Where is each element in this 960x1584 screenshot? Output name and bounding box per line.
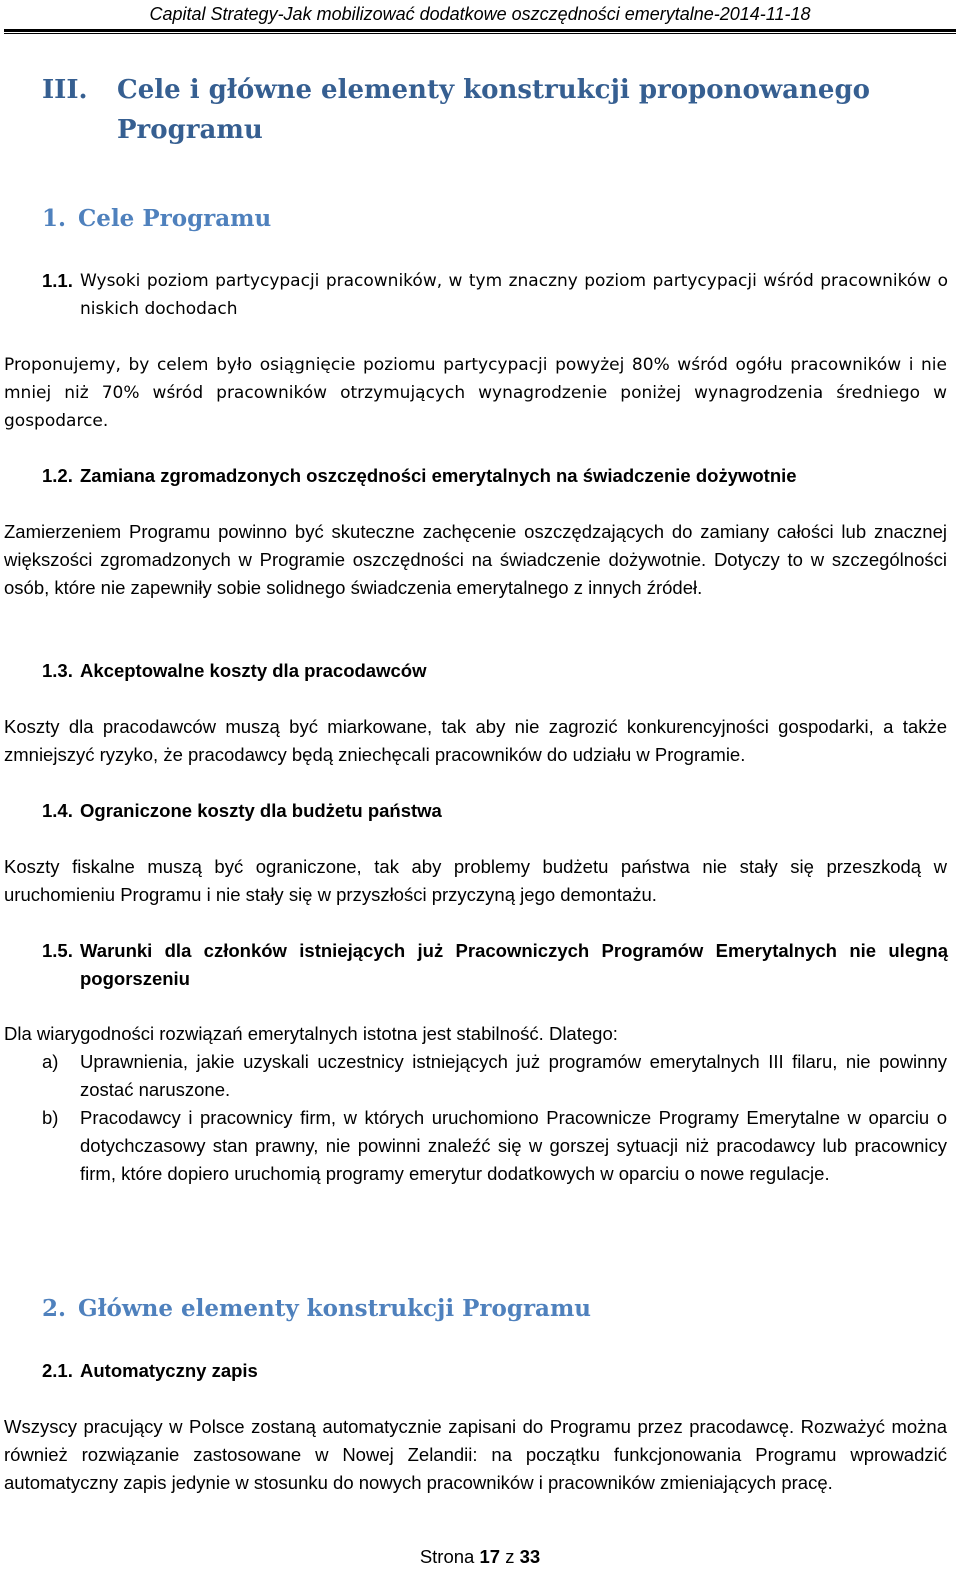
section-2-heading bbox=[42, 1293, 591, 1325]
paragraph: Wszyscy pracujący w Polsce zostaną automatycznie zapisani do Programu przez pracodawcę. Rozważyć można również rozwiązanie zastosowane w Nowej Zelandii: na początku funkcjonowania Programu wprowadzić automatyczny zapis jedynie w stosunku do nowych pracowników i pracowników zmieniających pracę. bbox=[4, 1416, 947, 1493]
paragraph: Koszty dla pracodawców muszą być miarkowane, tak aby nie zagrozić konkurencyjności gospodarki, a także zmniejszyć ryzyko, że pracodawcy będą zniechęcali pracowników do udziału w Programie. bbox=[4, 716, 947, 765]
list-marker: b) bbox=[42, 1107, 59, 1128]
chapter-title: Cele i główne elementy konstrukcji proponowanego Programu bbox=[117, 75, 870, 145]
list-item bbox=[42, 1104, 947, 1188]
page-total: 33 bbox=[519, 1546, 541, 1567]
subsection-title: Automatyczny zapis bbox=[80, 1360, 258, 1381]
subsection-title: Zamiana zgromadzonych oszczędności emerytalnych na świadczenie dożywotnie bbox=[80, 465, 797, 486]
chapter-heading bbox=[42, 70, 922, 150]
subsection-number: 1.3. bbox=[42, 660, 73, 681]
subsection-title: Ograniczone koszty dla budżetu państwa bbox=[80, 800, 442, 821]
subsection-title: Warunki dla członków istniejących już Pracowniczych Programów Emerytalnych nie ulegną pogorszeniu bbox=[80, 940, 948, 989]
subsection-2-1-heading bbox=[42, 1357, 948, 1385]
subsection-title: Wysoki poziom partycypacji pracowników, w tym znaczny poziom partycypacji wśród pracowników o niskich dochodach bbox=[80, 271, 948, 319]
paragraph: Koszty fiskalne muszą być ograniczone, tak aby problemy budżetu państwa nie stały się przeszkodą w uruchomieniu Programu i nie stały się w przyszłości przyczyną jego demontażu. bbox=[4, 856, 947, 905]
header-text: Capital Strategy-Jak mobilizować dodatkowe oszczędności emerytalne-2014-11-18 bbox=[149, 4, 811, 24]
subsection-title: Akceptowalne koszty dla pracodawców bbox=[80, 660, 427, 681]
subsection-1-4-heading bbox=[42, 797, 948, 825]
subsection-number: 1.1. bbox=[42, 270, 73, 291]
subsection-1-3-heading bbox=[42, 657, 948, 685]
subsection-1-5-heading bbox=[42, 937, 948, 993]
section-1-number: 1. bbox=[42, 205, 67, 232]
page-label: Strona bbox=[419, 1546, 475, 1567]
page-number: 17 bbox=[479, 1546, 501, 1567]
list-item bbox=[42, 1048, 947, 1104]
page-separator: z bbox=[505, 1546, 515, 1567]
list-item-text: Uprawnienia, jakie uzyskali uczestnicy istniejących już programów emerytalnych III filaru, nie powinny zostać naruszone. bbox=[80, 1051, 947, 1100]
subsection-number: 1.4. bbox=[42, 800, 73, 821]
section-1-title: Cele Programu bbox=[78, 205, 272, 232]
subsection-number: 2.1. bbox=[42, 1360, 73, 1381]
section-1-heading bbox=[42, 203, 271, 235]
paragraph: Proponujemy, by celem było osiągnięcie poziomu partycypacji powyżej 80% wśród ogółu pracowników i nie mniej niż 70% wśród pracowników otrzymujących wynagrodzenie poniżej wynagrodzenia średniego w gospodarce. bbox=[4, 355, 947, 431]
page-footer bbox=[0, 1543, 960, 1571]
subsection-1-2-heading bbox=[42, 462, 948, 490]
paragraph: Zamierzeniem Programu powinno być skuteczne zachęcenie oszczędzających do zamiany całości lub znacznej większości zgromadzonych w Programie oszczędności na świadczenie dożywotnie. Dotyczy to w szczególności osób, które nie zapewniły sobie solidnego świadczenia emerytalnego z innych źródeł. bbox=[4, 521, 947, 598]
header-divider bbox=[4, 29, 956, 32]
subsection-1-1-heading bbox=[42, 267, 948, 323]
paragraph: Dla wiarygodności rozwiązań emerytalnych istotna jest stabilność. Dlatego: bbox=[4, 1023, 618, 1044]
list-item-text: Pracodawcy i pracownicy firm, w których uruchomiono Pracownicze Programy Emerytalne w oparciu o dotychczasowy stan prawny, nie powinni znaleźć się w gorszej sytuacji niż pracodawcy lub pracownicy firm, które dopiero uruchomią programy emerytur dodatkowych w oparciu o nowe regulacje. bbox=[80, 1107, 947, 1184]
subsection-number: 1.2. bbox=[42, 465, 73, 486]
section-2-number: 2. bbox=[42, 1295, 67, 1322]
subsection-number: 1.5. bbox=[42, 940, 73, 961]
list-marker: a) bbox=[42, 1051, 59, 1072]
chapter-number: III. bbox=[42, 75, 88, 105]
section-2-title: Główne elementy konstrukcji Programu bbox=[78, 1295, 592, 1322]
